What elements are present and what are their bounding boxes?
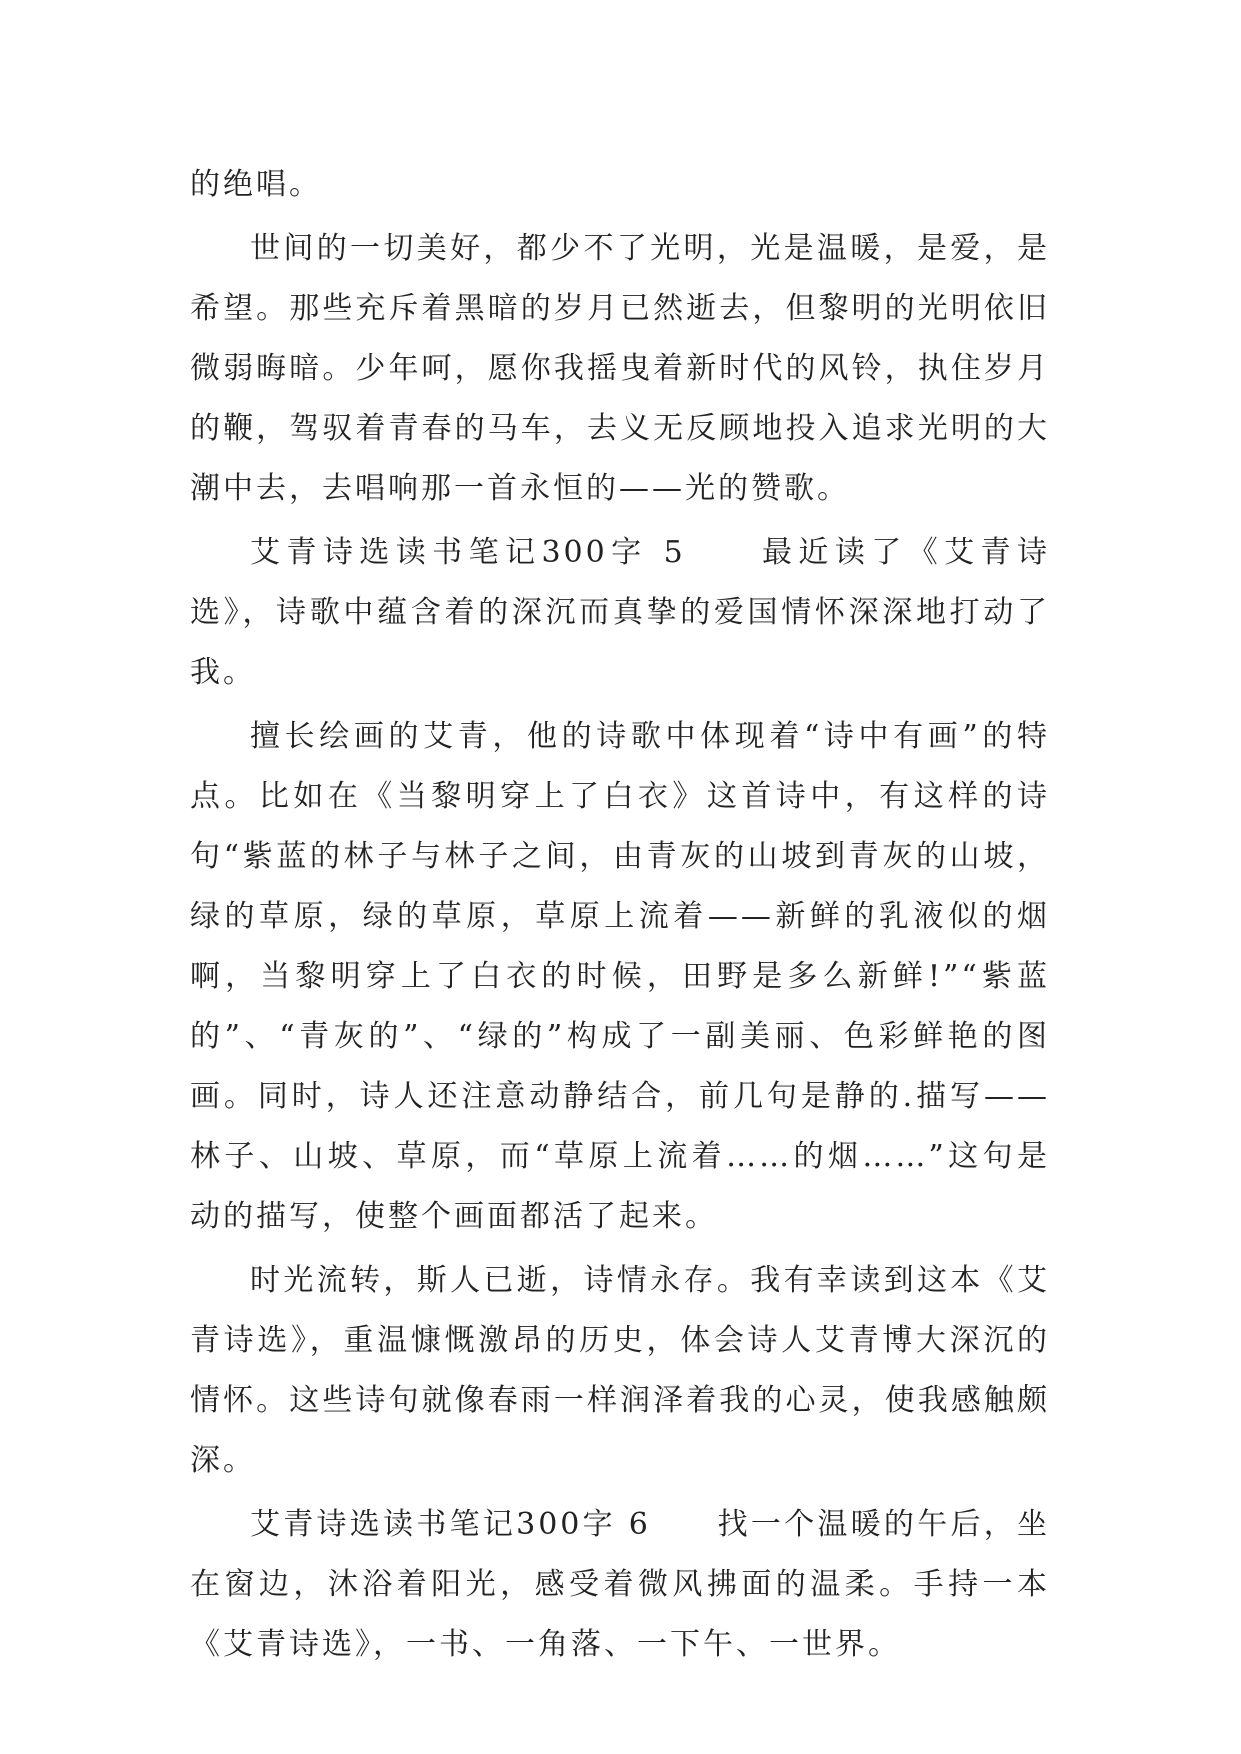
- paragraph-light-praise: 世间的一切美好，都少不了光明，光是温暖，是爱，是希望。那些充斥着黑暗的岁月已然逝去，但黎明的光明依旧微弱晦暗。少年呵，愿你我摇曳着新时代的风铃，执住岁月的鞭，驾驭着青春的马车，去义无反顾地投入追求光明的大潮中去，去唱响那一首永恒的——光的赞歌。: [190, 231, 1050, 506]
- paragraph-time-flows: 时光流转，斯人已逝，诗情永存。我有幸读到这本《艾青诗选》，重温慷慨激昂的历史，体会诗人艾青博大深沉的情怀。这些诗句就像春雨一样润泽着我的心灵，使我感触颇深。: [190, 1263, 1050, 1478]
- paragraph-note-5-intro: 艾青诗选读书笔记300字 5 最近读了《艾青诗选》，诗歌中蕴含着的深沉而真挚的爱国情怀深深地打动了我。: [190, 535, 1050, 690]
- paragraph-note-6-intro: 艾青诗选读书笔记300字 6 找一个温暖的午后，坐在窗边，沐浴着阳光，感受着微风拂面的温柔。手持一本《艾青诗选》，一书、一角落、一下午、一世界。: [190, 1507, 1050, 1662]
- paragraph-continuation: 的绝唱。: [190, 167, 322, 202]
- paragraph-painting-in-poetry: 擅长绘画的艾青，他的诗歌中体现着“诗中有画”的特点。比如在《当黎明穿上了白衣》这首诗中，有这样的诗句“紫蓝的林子与林子之间，由青灰的山坡到青灰的山坡，绿的草原，绿的草原，草原上流着——新鲜的乳液似的烟啊，当黎明穿上了白衣的时候，田野是多么新鲜!”“紫蓝的”、“青灰的”、“绿的”构成了一副美丽、色彩鲜艳的图画。同时，诗人还注意动静结合，前几句是静的.描写——林子、山坡、草原，而“草原上流着……的烟……”这句是动的描写，使整个画面都活了起来。: [190, 719, 1050, 1234]
- document-body: [190, 155, 1050, 1675]
